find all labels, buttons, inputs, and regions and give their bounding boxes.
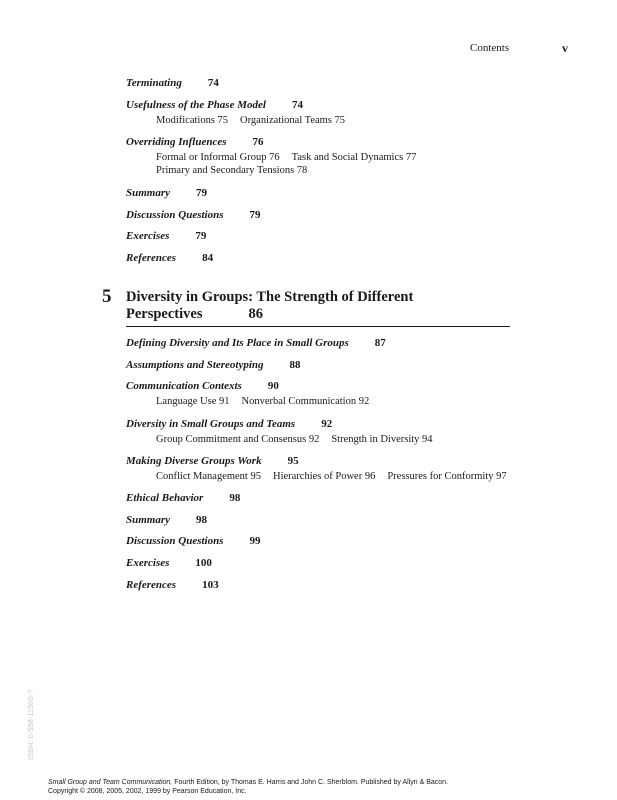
toc-subentry[interactable]: Formal or Informal Group 76 — [156, 152, 280, 163]
toc-subentry[interactable]: Hierarchies of Power 96 — [272, 471, 376, 482]
toc-subentry[interactable]: Strength in Diversity 94 — [331, 434, 433, 445]
toc-subentry-line — [156, 152, 416, 163]
toc-subentry[interactable]: Language Use 91 — [156, 396, 230, 407]
toc-subentry[interactable]: Group Commitment and Consensus 92 — [156, 434, 320, 445]
toc-entry-page: 84 — [202, 252, 214, 264]
footer-line — [48, 779, 448, 786]
toc-entry-page: 98 — [196, 514, 208, 526]
toc-entry-title: Defining Diversity and Its Place in Small Groups — [126, 337, 349, 349]
toc-subentry[interactable]: Conflict Management 95 — [156, 471, 261, 482]
toc-entry[interactable] — [126, 535, 261, 547]
chapter-page: 86 — [248, 306, 263, 322]
toc-entry-page: 76 — [252, 136, 264, 148]
toc-entry[interactable] — [126, 77, 219, 89]
toc-entry-title: References — [126, 252, 177, 264]
toc-entry-title: Discussion Questions — [126, 535, 224, 547]
chapter-divider — [126, 326, 510, 327]
toc-entry-title: Making Diverse Groups Work — [126, 455, 262, 467]
toc-entry-title: Communication Contexts — [126, 380, 242, 392]
toc-subentry[interactable]: Organizational Teams 75 — [240, 115, 346, 126]
toc-entry[interactable] — [126, 455, 299, 467]
chapter-title-text: Perspectives — [126, 306, 203, 322]
toc-entry[interactable] — [126, 418, 332, 430]
toc-subentry-line — [156, 471, 507, 482]
toc-entry[interactable] — [126, 136, 264, 148]
toc-subentry[interactable]: Modifications 75 — [156, 115, 229, 126]
toc-entry-title: Diversity in Small Groups and Teams — [126, 418, 296, 430]
toc-entry-page: 79 — [196, 187, 208, 199]
chapter-title-line: Diversity in Groups: The Strength of Different — [126, 289, 414, 305]
toc-entry[interactable] — [126, 209, 261, 221]
footer-publication: Fourth Edition, by Thomas E. Harris and John C. Sherblom. Published by Allyn & Bacon. — [172, 779, 448, 786]
toc-entry-page: 88 — [289, 359, 301, 371]
footer-copyright: Copyright © 2008, 2005, 2002, 1999 by Pearson Education, Inc. — [48, 788, 247, 795]
toc-entry-title: Overriding Influences — [126, 136, 227, 148]
toc-entry-page: 74 — [207, 77, 219, 89]
toc-entry[interactable] — [126, 187, 207, 199]
toc-entry[interactable] — [126, 380, 279, 392]
isbn-watermark: ISBN: 0-558-11500-7 — [26, 689, 35, 760]
toc-subentry-line — [156, 115, 345, 126]
toc-entry[interactable] — [126, 514, 207, 526]
toc-entry-title: Summary — [126, 187, 171, 199]
toc-entry-page: 79 — [249, 209, 261, 221]
toc-entry-title: Exercises — [126, 230, 170, 242]
chapter-title[interactable] — [126, 289, 413, 323]
page-number: v — [562, 41, 568, 55]
running-header-label: Contents — [470, 42, 510, 54]
toc-entry-page: 98 — [229, 492, 241, 504]
toc-subentry[interactable]: Task and Social Dynamics 77 — [291, 152, 417, 163]
toc-entry[interactable] — [126, 359, 301, 371]
toc-entry-page: 99 — [249, 535, 261, 547]
toc-entry-title: Discussion Questions — [126, 209, 224, 221]
toc-entry[interactable] — [126, 337, 386, 349]
toc-subentry-line — [156, 396, 369, 407]
toc-entry-title: Ethical Behavior — [126, 492, 204, 504]
toc-entry-page: 95 — [287, 455, 299, 467]
toc-subentry-line — [156, 165, 307, 176]
toc-entry-page: 92 — [321, 418, 333, 430]
toc-entry-title: Assumptions and Stereotyping — [126, 359, 264, 371]
toc-entry[interactable] — [126, 492, 240, 504]
toc-entry[interactable] — [126, 230, 206, 242]
chapter-title-line2 — [126, 306, 413, 323]
toc-entry-page: 100 — [195, 557, 212, 569]
toc-entry-page: 103 — [202, 579, 219, 591]
toc-entry-title: Summary — [126, 514, 171, 526]
toc-entry[interactable] — [126, 557, 212, 569]
toc-entry-title: Usefulness of the Phase Model — [126, 99, 266, 111]
toc-entry-title: Terminating — [126, 77, 182, 89]
toc-entry[interactable] — [126, 99, 303, 111]
toc-entry-title: Exercises — [126, 557, 170, 569]
toc-subentry[interactable]: Nonverbal Communication 92 — [241, 396, 370, 407]
toc-subentry-line — [156, 434, 433, 445]
toc-subentry[interactable]: Primary and Secondary Tensions 78 — [156, 165, 308, 176]
toc-subentry[interactable]: Pressures for Conformity 97 — [387, 471, 507, 482]
footer-book-title: Small Group and Team Communication, — [48, 779, 173, 786]
toc-entry-page: 90 — [267, 380, 279, 392]
toc-entry[interactable] — [126, 252, 213, 264]
toc-entry-title: References — [126, 579, 177, 591]
chapter-number: 5 — [102, 286, 112, 307]
toc-entry-page: 79 — [195, 230, 207, 242]
toc-entry-page: 74 — [291, 99, 303, 111]
toc-entry[interactable] — [126, 579, 219, 591]
toc-entry-page: 87 — [374, 337, 386, 349]
